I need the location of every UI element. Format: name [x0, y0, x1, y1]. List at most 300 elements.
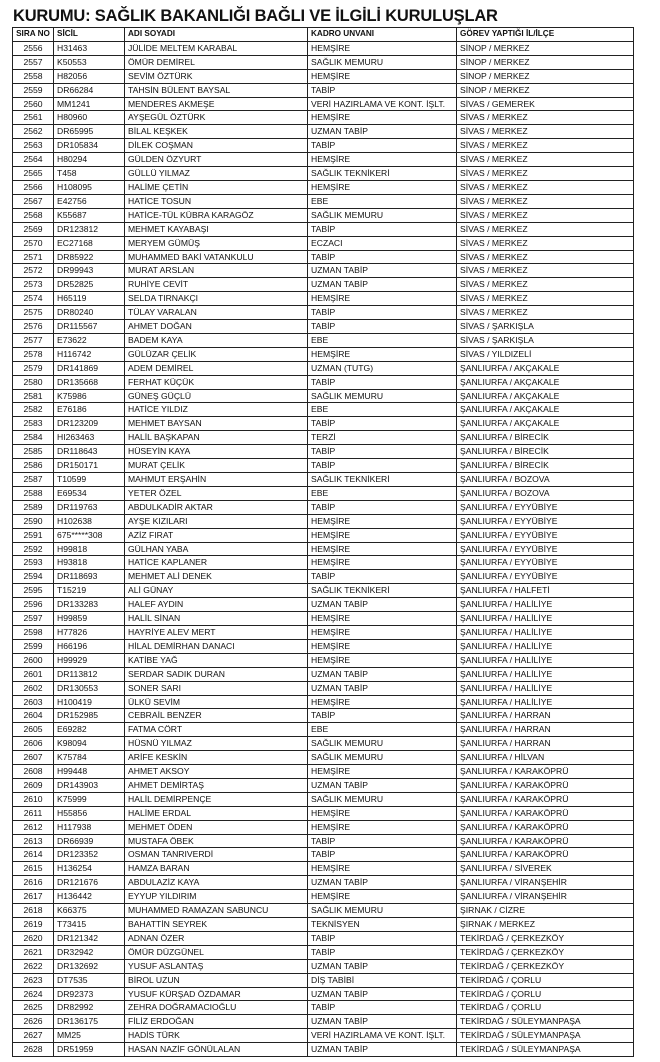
cell-adi-soyadi: HALEF AYDIN: [125, 598, 308, 612]
cell-adi-soyadi: HALİL DEMİRPENÇE: [125, 792, 308, 806]
cell-sira-no: 2620: [13, 931, 54, 945]
cell-sira-no: 2619: [13, 918, 54, 932]
cell-adi-soyadi: BADEM KAYA: [125, 333, 308, 347]
table-row: [13, 222, 634, 236]
cell-sicil: H117938: [54, 820, 125, 834]
cell-adi-soyadi: AHMET AKSOY: [125, 765, 308, 779]
cell-adi-soyadi: AHMET DOĞAN: [125, 320, 308, 334]
cell-gorev-yeri: ŞANLIURFA / VİRANŞEHİR: [457, 876, 634, 890]
cell-sicil: DR51959: [54, 1043, 125, 1057]
cell-gorev-yeri: ŞANLIURFA / BOZOVA: [457, 486, 634, 500]
cell-gorev-yeri: TEKİRDAĞ / ÇORLU: [457, 973, 634, 987]
cell-adi-soyadi: HÜSNÜ YILMAZ: [125, 737, 308, 751]
cell-gorev-yeri: SİVAS / MERKEZ: [457, 111, 634, 125]
cell-sira-no: 2601: [13, 667, 54, 681]
cell-kadro-unvani: TEKNİSYEN: [308, 918, 457, 932]
cell-adi-soyadi: MUHAMMED BAKİ VATANKULU: [125, 250, 308, 264]
cell-gorev-yeri: SİVAS / MERKEZ: [457, 236, 634, 250]
table-row: [13, 751, 634, 765]
cell-sira-no: 2606: [13, 737, 54, 751]
cell-gorev-yeri: ŞANLIURFA / EYYÜBİYE: [457, 514, 634, 528]
cell-gorev-yeri: ŞANLIURFA / KARAKÖPRÜ: [457, 778, 634, 792]
table-row: [13, 556, 634, 570]
cell-sicil: K66375: [54, 904, 125, 918]
cell-adi-soyadi: MAHMUT ERŞAHİN: [125, 473, 308, 487]
table-row: [13, 862, 634, 876]
cell-sicil: DR32942: [54, 945, 125, 959]
table-header-row: [13, 28, 634, 42]
table-row: [13, 1001, 634, 1015]
cell-kadro-unvani: UZMAN TABİP: [308, 681, 457, 695]
cell-gorev-yeri: ŞANLIURFA / AKÇAKALE: [457, 375, 634, 389]
table-row: [13, 876, 634, 890]
personnel-table: [12, 27, 634, 1057]
cell-kadro-unvani: TABİP: [308, 500, 457, 514]
cell-sira-no: 2569: [13, 222, 54, 236]
table-row: [13, 918, 634, 932]
cell-sicil: DR92373: [54, 987, 125, 1001]
cell-sicil: DR136175: [54, 1015, 125, 1029]
cell-adi-soyadi: ALİ GÜNAY: [125, 584, 308, 598]
cell-gorev-yeri: ŞANLIURFA / KARAKÖPRÜ: [457, 806, 634, 820]
cell-adi-soyadi: HADİS TÜRK: [125, 1029, 308, 1043]
cell-sira-no: 2605: [13, 723, 54, 737]
cell-kadro-unvani: HEMŞİRE: [308, 556, 457, 570]
cell-adi-soyadi: GÜLDEN ÖZYURT: [125, 153, 308, 167]
cell-kadro-unvani: UZMAN TABİP: [308, 1015, 457, 1029]
cell-sicil: H116742: [54, 347, 125, 361]
cell-sicil: DR135668: [54, 375, 125, 389]
cell-adi-soyadi: SELDA TIRNAKÇI: [125, 292, 308, 306]
cell-adi-soyadi: ZEHRA DOĞRAMACIOĞLU: [125, 1001, 308, 1015]
cell-adi-soyadi: GÜNEŞ GÜÇLÜ: [125, 389, 308, 403]
cell-kadro-unvani: HEMŞİRE: [308, 765, 457, 779]
cell-adi-soyadi: ÜLKÜ SEVİM: [125, 695, 308, 709]
table-row: [13, 945, 634, 959]
cell-gorev-yeri: SİVAS / MERKEZ: [457, 194, 634, 208]
cell-sicil: K50553: [54, 55, 125, 69]
cell-sira-no: 2603: [13, 695, 54, 709]
cell-gorev-yeri: ŞANLIURFA / AKÇAKALE: [457, 361, 634, 375]
cell-adi-soyadi: ÖMÜR DÜZGÜNEL: [125, 945, 308, 959]
cell-adi-soyadi: GÜLÜZAR ÇELİK: [125, 347, 308, 361]
column-header-kadro-unvani: KADRO UNVANI: [308, 28, 457, 42]
cell-sira-no: 2617: [13, 890, 54, 904]
cell-sicil: K75986: [54, 389, 125, 403]
cell-gorev-yeri: SİVAS / MERKEZ: [457, 180, 634, 194]
cell-kadro-unvani: TABİP: [308, 709, 457, 723]
cell-adi-soyadi: ABDULKADİR AKTAR: [125, 500, 308, 514]
cell-gorev-yeri: SİVAS / ŞARKIŞLA: [457, 333, 634, 347]
cell-gorev-yeri: SİNOP / MERKEZ: [457, 55, 634, 69]
cell-adi-soyadi: YETER ÖZEL: [125, 486, 308, 500]
cell-sicil: DR82992: [54, 1001, 125, 1015]
cell-gorev-yeri: SİVAS / MERKEZ: [457, 250, 634, 264]
table-row: [13, 584, 634, 598]
cell-sicil: DR119763: [54, 500, 125, 514]
cell-sira-no: 2622: [13, 959, 54, 973]
cell-sicil: DR152985: [54, 709, 125, 723]
cell-kadro-unvani: HEMŞİRE: [308, 69, 457, 83]
cell-sira-no: 2577: [13, 333, 54, 347]
cell-kadro-unvani: SAĞLIK TEKNİKERİ: [308, 167, 457, 181]
cell-sicil: K75999: [54, 792, 125, 806]
table-row: [13, 695, 634, 709]
cell-gorev-yeri: ŞANLIURFA / HALİLİYE: [457, 612, 634, 626]
cell-sicil: DR132692: [54, 959, 125, 973]
cell-kadro-unvani: HEMŞİRE: [308, 542, 457, 556]
cell-gorev-yeri: SİVAS / MERKEZ: [457, 292, 634, 306]
cell-sicil: DR80240: [54, 306, 125, 320]
cell-kadro-unvani: HEMŞİRE: [308, 653, 457, 667]
cell-adi-soyadi: SONER SARI: [125, 681, 308, 695]
table-row: [13, 236, 634, 250]
cell-sira-no: 2557: [13, 55, 54, 69]
cell-gorev-yeri: ŞANLIURFA / BİRECİK: [457, 431, 634, 445]
cell-adi-soyadi: OSMAN TANRIVERDİ: [125, 848, 308, 862]
table-row: [13, 431, 634, 445]
cell-sicil: DR121676: [54, 876, 125, 890]
cell-sira-no: 2623: [13, 973, 54, 987]
cell-sira-no: 2575: [13, 306, 54, 320]
cell-adi-soyadi: BİROL UZUN: [125, 973, 308, 987]
cell-adi-soyadi: MEHMET ÖDEN: [125, 820, 308, 834]
cell-kadro-unvani: TABİP: [308, 834, 457, 848]
cell-adi-soyadi: SERDAR SADIK DURAN: [125, 667, 308, 681]
cell-gorev-yeri: ŞANLIURFA / BİRECİK: [457, 445, 634, 459]
cell-kadro-unvani: UZMAN TABİP: [308, 667, 457, 681]
cell-kadro-unvani: UZMAN TABİP: [308, 264, 457, 278]
cell-sira-no: 2591: [13, 528, 54, 542]
table-row: [13, 292, 634, 306]
cell-gorev-yeri: SİNOP / MERKEZ: [457, 69, 634, 83]
cell-kadro-unvani: HEMŞİRE: [308, 292, 457, 306]
cell-kadro-unvani: HEMŞİRE: [308, 695, 457, 709]
table-row: [13, 473, 634, 487]
cell-kadro-unvani: HEMŞİRE: [308, 180, 457, 194]
cell-adi-soyadi: HATİCE-TÜL KÜBRA KARAGÖZ: [125, 208, 308, 222]
cell-kadro-unvani: SAĞLIK MEMURU: [308, 751, 457, 765]
cell-adi-soyadi: MURAT ÇELİK: [125, 459, 308, 473]
cell-adi-soyadi: AYŞEGÜL ÖZTÜRK: [125, 111, 308, 125]
cell-sicil: MM1241: [54, 97, 125, 111]
cell-sira-no: 2576: [13, 320, 54, 334]
cell-gorev-yeri: ŞANLIURFA / HARRAN: [457, 723, 634, 737]
cell-adi-soyadi: HATİCE YILDIZ: [125, 403, 308, 417]
table-row: [13, 139, 634, 153]
cell-kadro-unvani: SAĞLIK TEKNİKERİ: [308, 473, 457, 487]
cell-gorev-yeri: ŞANLIURFA / HALİLİYE: [457, 681, 634, 695]
table-row: [13, 904, 634, 918]
cell-gorev-yeri: ŞANLIURFA / HALFETİ: [457, 584, 634, 598]
cell-adi-soyadi: ADEM DEMİREL: [125, 361, 308, 375]
cell-gorev-yeri: TEKİRDAĞ / ÇORLU: [457, 1001, 634, 1015]
cell-adi-soyadi: TAHSİN BÜLENT BAYSAL: [125, 83, 308, 97]
cell-sicil: H80294: [54, 153, 125, 167]
cell-gorev-yeri: ŞANLIURFA / EYYÜBİYE: [457, 570, 634, 584]
cell-adi-soyadi: ARİFE KESKİN: [125, 751, 308, 765]
cell-gorev-yeri: ŞIRNAK / CİZRE: [457, 904, 634, 918]
cell-adi-soyadi: BİLAL KEŞKEK: [125, 125, 308, 139]
cell-sira-no: 2578: [13, 347, 54, 361]
table-row: [13, 347, 634, 361]
table-row: [13, 667, 634, 681]
cell-sira-no: 2610: [13, 792, 54, 806]
cell-sira-no: 2616: [13, 876, 54, 890]
cell-gorev-yeri: ŞIRNAK / MERKEZ: [457, 918, 634, 932]
cell-kadro-unvani: UZMAN TABİP: [308, 778, 457, 792]
cell-sicil: DR66284: [54, 83, 125, 97]
cell-kadro-unvani: TABİP: [308, 417, 457, 431]
cell-sicil: HI263463: [54, 431, 125, 445]
cell-sira-no: 2614: [13, 848, 54, 862]
cell-gorev-yeri: ŞANLIURFA / KARAKÖPRÜ: [457, 848, 634, 862]
cell-gorev-yeri: ŞANLIURFA / AKÇAKALE: [457, 403, 634, 417]
table-row: [13, 625, 634, 639]
cell-sicil: 675*****308: [54, 528, 125, 542]
cell-kadro-unvani: HEMŞİRE: [308, 612, 457, 626]
cell-adi-soyadi: CEBRAİL BENZER: [125, 709, 308, 723]
cell-gorev-yeri: ŞANLIURFA / EYYÜBİYE: [457, 500, 634, 514]
cell-sicil: EC27168: [54, 236, 125, 250]
table-row: [13, 612, 634, 626]
table-row: [13, 598, 634, 612]
table-row: [13, 639, 634, 653]
cell-adi-soyadi: HALİL SİNAN: [125, 612, 308, 626]
cell-sicil: H108095: [54, 180, 125, 194]
cell-sira-no: 2590: [13, 514, 54, 528]
cell-gorev-yeri: SİVAS / MERKEZ: [457, 153, 634, 167]
cell-sicil: DR66939: [54, 834, 125, 848]
table-row: [13, 500, 634, 514]
cell-adi-soyadi: AHMET DEMİRTAŞ: [125, 778, 308, 792]
cell-sira-no: 2604: [13, 709, 54, 723]
cell-gorev-yeri: ŞANLIURFA / HALİLİYE: [457, 598, 634, 612]
cell-gorev-yeri: ŞANLIURFA / KARAKÖPRÜ: [457, 820, 634, 834]
cell-sicil: DR85922: [54, 250, 125, 264]
cell-kadro-unvani: UZMAN (TUTG): [308, 361, 457, 375]
table-row: [13, 459, 634, 473]
table-row: [13, 987, 634, 1001]
cell-sicil: H66196: [54, 639, 125, 653]
table-row: [13, 194, 634, 208]
cell-sicil: DR105834: [54, 139, 125, 153]
cell-adi-soyadi: BAHATTİN SEYREK: [125, 918, 308, 932]
cell-gorev-yeri: SİVAS / MERKEZ: [457, 306, 634, 320]
cell-sicil: E42756: [54, 194, 125, 208]
cell-adi-soyadi: HALİME ÇETİN: [125, 180, 308, 194]
column-header-gorev-yeri: GÖREV YAPTIĞI İL/İLÇE: [457, 28, 634, 42]
cell-sira-no: 2612: [13, 820, 54, 834]
table-row: [13, 723, 634, 737]
cell-sicil: H99448: [54, 765, 125, 779]
cell-kadro-unvani: UZMAN TABİP: [308, 278, 457, 292]
cell-gorev-yeri: TEKİRDAĞ / ÇORLU: [457, 987, 634, 1001]
cell-gorev-yeri: ŞANLIURFA / BOZOVA: [457, 473, 634, 487]
cell-gorev-yeri: TEKİRDAĞ / SÜLEYMANPAŞA: [457, 1015, 634, 1029]
cell-sicil: E69282: [54, 723, 125, 737]
cell-gorev-yeri: TEKİRDAĞ / ÇERKEZKÖY: [457, 959, 634, 973]
table-row: [13, 250, 634, 264]
cell-gorev-yeri: SİVAS / MERKEZ: [457, 139, 634, 153]
cell-kadro-unvani: SAĞLIK MEMURU: [308, 737, 457, 751]
table-row: [13, 389, 634, 403]
table-row: [13, 1015, 634, 1029]
cell-kadro-unvani: SAĞLIK MEMURU: [308, 792, 457, 806]
cell-gorev-yeri: SİVAS / YILDIZELİ: [457, 347, 634, 361]
cell-kadro-unvani: VERİ HAZIRLAMA VE KONT. İŞLT.: [308, 97, 457, 111]
cell-kadro-unvani: EBE: [308, 403, 457, 417]
cell-kadro-unvani: UZMAN TABİP: [308, 125, 457, 139]
table-row: [13, 528, 634, 542]
cell-kadro-unvani: UZMAN TABİP: [308, 987, 457, 1001]
cell-gorev-yeri: SİNOP / MERKEZ: [457, 83, 634, 97]
cell-adi-soyadi: HÜSEYİN KAYA: [125, 445, 308, 459]
cell-kadro-unvani: SAĞLIK MEMURU: [308, 904, 457, 918]
cell-gorev-yeri: ŞANLIURFA / HARRAN: [457, 737, 634, 751]
table-row: [13, 765, 634, 779]
cell-kadro-unvani: TABİP: [308, 222, 457, 236]
cell-adi-soyadi: ABDULAZİZ KAYA: [125, 876, 308, 890]
cell-sira-no: 2596: [13, 598, 54, 612]
table-row: [13, 333, 634, 347]
cell-sira-no: 2571: [13, 250, 54, 264]
cell-kadro-unvani: UZMAN TABİP: [308, 598, 457, 612]
cell-gorev-yeri: SİVAS / MERKEZ: [457, 222, 634, 236]
table-row: [13, 806, 634, 820]
cell-sicil: H55856: [54, 806, 125, 820]
cell-sira-no: 2618: [13, 904, 54, 918]
cell-adi-soyadi: JÜLİDE MELTEM KARABAL: [125, 41, 308, 55]
cell-sira-no: 2609: [13, 778, 54, 792]
cell-kadro-unvani: EBE: [308, 333, 457, 347]
table-row: [13, 375, 634, 389]
cell-sira-no: 2562: [13, 125, 54, 139]
cell-sicil: H65119: [54, 292, 125, 306]
cell-sicil: MM25: [54, 1029, 125, 1043]
cell-adi-soyadi: TÜLAY VARALAN: [125, 306, 308, 320]
cell-sicil: K98094: [54, 737, 125, 751]
cell-sicil: DR143903: [54, 778, 125, 792]
cell-gorev-yeri: ŞANLIURFA / KARAKÖPRÜ: [457, 792, 634, 806]
cell-sira-no: 2579: [13, 361, 54, 375]
cell-sira-no: 2597: [13, 612, 54, 626]
cell-kadro-unvani: TABİP: [308, 375, 457, 389]
column-header-adi-soyadi: ADI SOYADI: [125, 28, 308, 42]
cell-sira-no: 2615: [13, 862, 54, 876]
table-row: [13, 55, 634, 69]
cell-sicil: H77826: [54, 625, 125, 639]
table-row: [13, 111, 634, 125]
cell-gorev-yeri: TEKİRDAĞ / SÜLEYMANPAŞA: [457, 1043, 634, 1057]
cell-kadro-unvani: SAĞLIK TEKNİKERİ: [308, 584, 457, 598]
cell-sicil: DR121342: [54, 931, 125, 945]
cell-kadro-unvani: TABİP: [308, 459, 457, 473]
table-row: [13, 306, 634, 320]
cell-sira-no: 2572: [13, 264, 54, 278]
cell-adi-soyadi: YUSUF KÜRŞAD ÖZDAMAR: [125, 987, 308, 1001]
cell-adi-soyadi: MUSTAFA ÖBEK: [125, 834, 308, 848]
cell-sira-no: 2608: [13, 765, 54, 779]
cell-gorev-yeri: ŞANLIURFA / VİRANŞEHİR: [457, 890, 634, 904]
cell-sira-no: 2582: [13, 403, 54, 417]
cell-adi-soyadi: DİLEK COŞMAN: [125, 139, 308, 153]
cell-sira-no: 2586: [13, 459, 54, 473]
cell-kadro-unvani: HEMŞİRE: [308, 347, 457, 361]
cell-sira-no: 2613: [13, 834, 54, 848]
cell-kadro-unvani: HEMŞİRE: [308, 514, 457, 528]
cell-gorev-yeri: TEKİRDAĞ / SÜLEYMANPAŞA: [457, 1029, 634, 1043]
table-row: [13, 125, 634, 139]
cell-adi-soyadi: HİLAL DEMİRHAN DANACI: [125, 639, 308, 653]
cell-adi-soyadi: HATİCE KAPLANER: [125, 556, 308, 570]
cell-gorev-yeri: TEKİRDAĞ / ÇERKEZKÖY: [457, 931, 634, 945]
cell-kadro-unvani: TABİP: [308, 931, 457, 945]
cell-kadro-unvani: EBE: [308, 486, 457, 500]
table-row: [13, 320, 634, 334]
cell-kadro-unvani: HEMŞİRE: [308, 625, 457, 639]
cell-sicil: DR65995: [54, 125, 125, 139]
cell-kadro-unvani: TABİP: [308, 945, 457, 959]
cell-sira-no: 2561: [13, 111, 54, 125]
table-row: [13, 278, 634, 292]
cell-sicil: DR99943: [54, 264, 125, 278]
table-row: [13, 41, 634, 55]
cell-sira-no: 2628: [13, 1043, 54, 1057]
cell-gorev-yeri: SİVAS / MERKEZ: [457, 264, 634, 278]
cell-sira-no: 2567: [13, 194, 54, 208]
table-row: [13, 1029, 634, 1043]
cell-adi-soyadi: ÖMÜR DEMİREL: [125, 55, 308, 69]
table-row: [13, 167, 634, 181]
cell-sicil: DR123812: [54, 222, 125, 236]
column-header-sicil: SİCİL: [54, 28, 125, 42]
cell-sira-no: 2598: [13, 625, 54, 639]
cell-gorev-yeri: ŞANLIURFA / HALİLİYE: [457, 667, 634, 681]
cell-kadro-unvani: HEMŞİRE: [308, 862, 457, 876]
table-row: [13, 834, 634, 848]
table-row: [13, 931, 634, 945]
column-header-sira-no: SIRA NO: [13, 28, 54, 42]
cell-sira-no: 2607: [13, 751, 54, 765]
cell-adi-soyadi: HASAN NAZİF GÖNÜLALAN: [125, 1043, 308, 1057]
cell-gorev-yeri: ŞANLIURFA / HARRAN: [457, 709, 634, 723]
cell-gorev-yeri: ŞANLIURFA / HALİLİYE: [457, 695, 634, 709]
cell-gorev-yeri: ŞANLIURFA / HALİLİYE: [457, 625, 634, 639]
cell-sicil: T15219: [54, 584, 125, 598]
cell-gorev-yeri: TEKİRDAĞ / ÇERKEZKÖY: [457, 945, 634, 959]
cell-sira-no: 2581: [13, 389, 54, 403]
cell-adi-soyadi: HAMZA BARAN: [125, 862, 308, 876]
cell-sicil: DR52825: [54, 278, 125, 292]
cell-sira-no: 2595: [13, 584, 54, 598]
cell-adi-soyadi: SEVİM ÖZTÜRK: [125, 69, 308, 83]
table-row: [13, 403, 634, 417]
table-row: [13, 681, 634, 695]
table-row: [13, 180, 634, 194]
cell-adi-soyadi: MUHAMMED RAMAZAN SABUNCU: [125, 904, 308, 918]
table-row: [13, 737, 634, 751]
cell-gorev-yeri: ŞANLIURFA / HİLVAN: [457, 751, 634, 765]
cell-kadro-unvani: ECZACI: [308, 236, 457, 250]
cell-sicil: E73622: [54, 333, 125, 347]
cell-sicil: H99859: [54, 612, 125, 626]
cell-sicil: DR123209: [54, 417, 125, 431]
table-row: [13, 514, 634, 528]
cell-sira-no: 2621: [13, 945, 54, 959]
cell-kadro-unvani: VERİ HAZIRLAMA VE KONT. İŞLT.: [308, 1029, 457, 1043]
table-row: [13, 264, 634, 278]
